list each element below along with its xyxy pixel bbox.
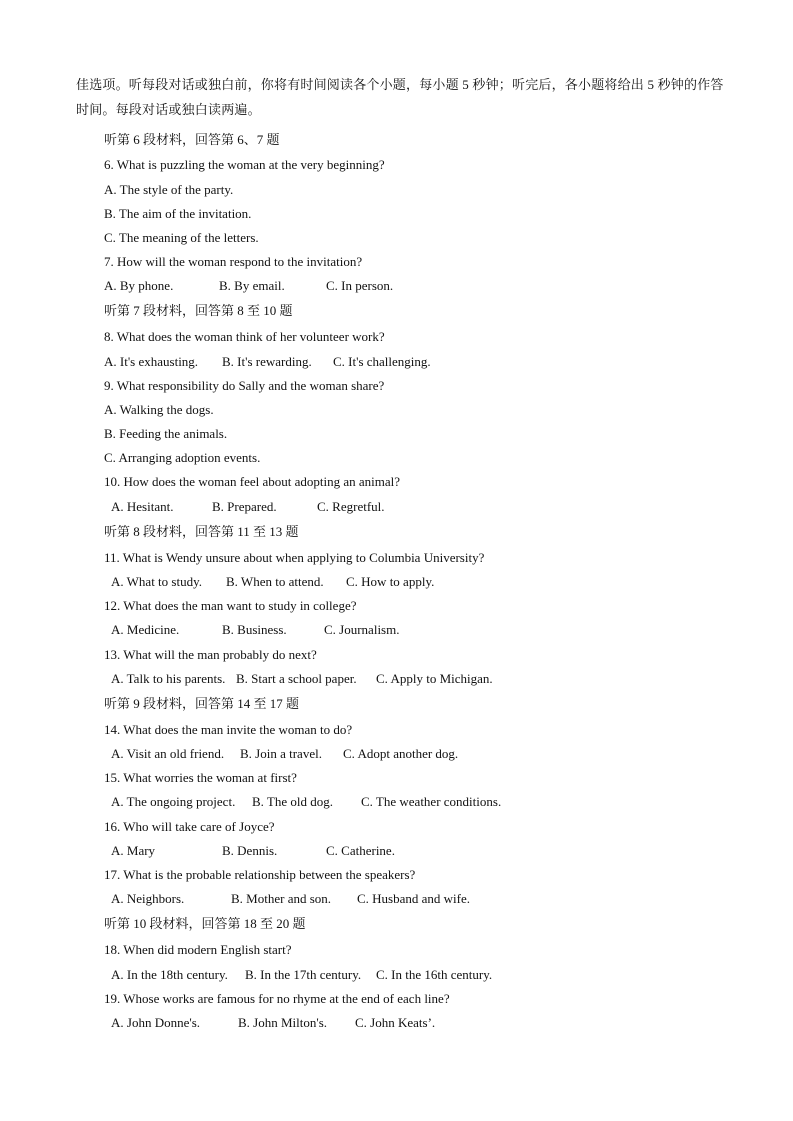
question-12: 12. What does the man want to study in college? xyxy=(104,598,357,613)
question-6-option-c: C. The meaning of the letters. xyxy=(104,230,259,245)
question-11-option-a: A. What to study. xyxy=(111,574,202,589)
section-heading-7: 听第 7 段材料，回答第 8 至 10 题 xyxy=(104,303,293,318)
question-10-option-a: A. Hesitant. xyxy=(111,499,174,514)
question-16-option-a: A. Mary xyxy=(111,843,156,858)
question-17: 17. What is the probable relationship between the speakers? xyxy=(104,867,416,882)
question-11: 11. What is Wendy unsure about when applying to Columbia University? xyxy=(104,550,485,565)
question-7: 7. How will the woman respond to the invitation? xyxy=(104,254,363,269)
question-6-option-b: B. The aim of the invitation. xyxy=(104,206,252,221)
section-heading-6: 听第 6 段材料，回答第 6、7 题 xyxy=(104,132,280,147)
question-15: 15. What worries the woman at first? xyxy=(104,770,297,785)
question-19-option-c: C. John Keats’. xyxy=(355,1015,436,1030)
question-11-option-b: B. When to attend. xyxy=(226,574,324,589)
question-10-option-c: C. Regretful. xyxy=(317,499,385,514)
question-8-option-b: B. It's rewarding. xyxy=(222,354,312,369)
question-13-option-a: A. Talk to his parents. xyxy=(111,671,226,686)
question-15-option-b: B. The old dog. xyxy=(252,794,334,809)
question-10-option-b: B. Prepared. xyxy=(212,499,277,514)
question-12-option-c: C. Journalism. xyxy=(324,622,400,637)
question-6: 6. What is puzzling the woman at the very beginning? xyxy=(104,157,385,172)
question-18-option-b: B. In the 17th century. xyxy=(245,967,362,982)
question-19: 19. Whose works are famous for no rhyme at the end of each line? xyxy=(104,991,450,1006)
question-7-option-c: C. In person. xyxy=(326,278,394,293)
question-15-option-a: A. The ongoing project. xyxy=(111,794,236,809)
question-18-option-a: A. In the 18th century. xyxy=(111,967,228,982)
question-14-option-c: C. Adopt another dog. xyxy=(343,746,459,761)
question-9-option-c: C. Arranging adoption events. xyxy=(104,450,261,465)
question-7-option-a: A. By phone. xyxy=(104,278,174,293)
question-14-option-a: A. Visit an old friend. xyxy=(111,746,225,761)
question-17-option-c: C. Husband and wife. xyxy=(357,891,471,906)
question-12-option-a: A. Medicine. xyxy=(111,622,180,637)
section-heading-10: 听第 10 段材料，回答第 18 至 20 题 xyxy=(104,916,306,931)
question-13: 13. What will the man probably do next? xyxy=(104,647,317,662)
question-17-option-a: A. Neighbors. xyxy=(111,891,185,906)
question-16-option-c: C. Catherine. xyxy=(326,843,395,858)
question-7-option-b: B. By email. xyxy=(219,278,285,293)
question-19-option-a: A. John Donne's. xyxy=(111,1015,201,1030)
question-9-option-a: A. Walking the dogs. xyxy=(104,402,214,417)
section-heading-8: 听第 8 段材料，回答第 11 至 13 题 xyxy=(104,524,299,539)
question-19-option-b: B. John Milton's. xyxy=(238,1015,328,1030)
question-8: 8. What does the woman think of her volunteer work? xyxy=(104,329,385,344)
question-18: 18. When did modern English start? xyxy=(104,942,292,957)
question-14: 14. What does the man invite the woman to do? xyxy=(104,722,353,737)
question-12-option-b: B. Business. xyxy=(222,622,287,637)
question-11-option-c: C. How to apply. xyxy=(346,574,435,589)
question-10: 10. How does the woman feel about adopting an animal? xyxy=(104,474,401,489)
question-8-option-a: A. It's exhausting. xyxy=(104,354,199,369)
question-18-option-c: C. In the 16th century. xyxy=(376,967,493,982)
question-13-option-c: C. Apply to Michigan. xyxy=(376,671,493,686)
question-17-option-b: B. Mother and son. xyxy=(231,891,332,906)
question-9: 9. What responsibility do Sally and the woman share? xyxy=(104,378,385,393)
question-6-option-a: A. The style of the party. xyxy=(104,182,234,197)
instructions-paragraph: 佳选项。听每段对话或独白前，你将有时间阅读各个小题，每小题 5 秒钟；听完后，各小题将给出 5 秒钟的作答时间。每段对话或独白读两遍。 xyxy=(76,77,724,117)
question-8-option-c: C. It's challenging. xyxy=(333,354,431,369)
question-16-option-b: B. Dennis. xyxy=(222,843,278,858)
question-14-option-b: B. Join a travel. xyxy=(240,746,322,761)
question-15-option-c: C. The weather conditions. xyxy=(361,794,502,809)
question-13-option-b: B. Start a school paper. xyxy=(236,671,357,686)
question-16: 16. Who will take care of Joyce? xyxy=(104,819,275,834)
section-heading-9: 听第 9 段材料，回答第 14 至 17 题 xyxy=(104,696,300,711)
question-9-option-b: B. Feeding the animals. xyxy=(104,426,228,441)
